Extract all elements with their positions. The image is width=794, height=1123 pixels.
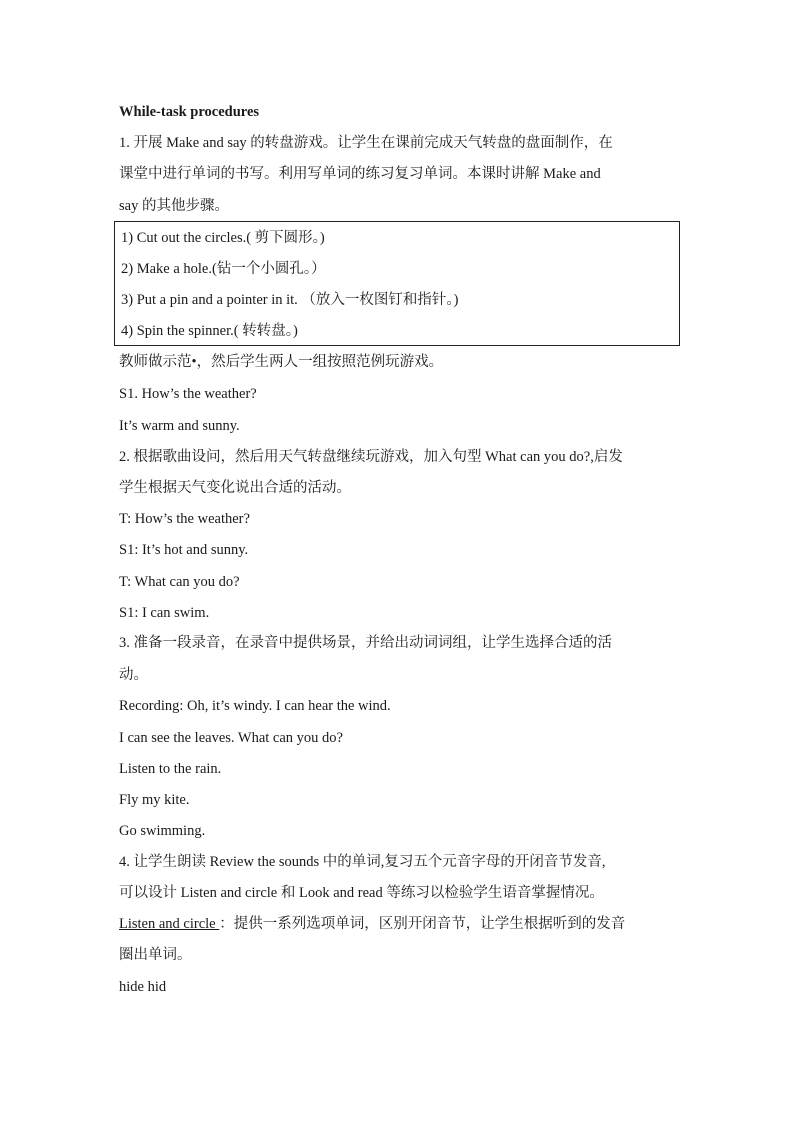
recording-line5: Go swimming. xyxy=(119,823,206,839)
para1-line3: say 的其他步骤。 xyxy=(119,198,229,214)
dialog2-line3: T: What can you do? xyxy=(119,574,240,590)
para4-line3 xyxy=(119,914,625,934)
para1-line2: 课堂中进行单词的书写。利用写单词的练习复习单词。本课时讲解 Make and xyxy=(119,166,601,182)
recording-line4: Fly my kite. xyxy=(119,792,190,808)
steps-box xyxy=(114,221,680,346)
para1-line1: 1. 开展 Make and say 的转盘游戏。让学生在课前完成天气转盘的盘面制作，在 xyxy=(119,135,613,151)
para4-line3-rest: ：提供一系列选项单词，区别开闭音节，让学生根据听到的发音 xyxy=(219,916,626,932)
para2-line1: 2. 根据歌曲设问，然后用天气转盘继续玩游戏，加入句型 What can you do?,启发 xyxy=(119,449,623,465)
para4-line2: 可以设计 Listen and circle 和 Look and read 等练习以检验学生语音掌握情况。 xyxy=(119,885,604,901)
box-step-2: 2) Make a hole.(钻一个小圆孔。） xyxy=(121,261,326,277)
para3-line1: 3. 准备一段录音，在录音中提供场景，并给出动词词组，让学生选择合适的活 xyxy=(119,635,612,651)
box-step-3: 3) Put a pin and a pointer in it. （放入一枚图钉和指针。) xyxy=(121,292,459,308)
listen-and-circle-label: Listen and circle xyxy=(119,916,220,932)
recording-line2: I can see the leaves. What can you do? xyxy=(119,730,343,746)
recording-line3: Listen to the rain. xyxy=(119,761,222,777)
box-step-1: 1) Cut out the circles.( 剪下圆形。) xyxy=(121,230,325,246)
recording-line1: Recording: Oh, it’s windy. I can hear the wind. xyxy=(119,698,391,714)
dialog2-line4: S1: I can swim. xyxy=(119,605,210,621)
para3-line2: 动。 xyxy=(119,667,148,683)
dialog1-answer: It’s warm and sunny. xyxy=(119,418,240,434)
after-box-text: 教师做示范•，然后学生两人一组按照范例玩游戏。 xyxy=(119,354,444,370)
dialog1-question: S1. How’s the weather? xyxy=(119,386,257,402)
para4-line4: 圈出单词。 xyxy=(119,947,192,963)
dialog2-line2: S1: It’s hot and sunny. xyxy=(119,542,249,558)
para4-line1: 4. 让学生朗读 Review the sounds 中的单词,复习五个元音字母的开闭音节发音, xyxy=(119,854,606,870)
para2-line2: 学生根据天气变化说出合适的活动。 xyxy=(119,480,351,496)
box-step-4: 4) Spin the spinner.( 转转盘。) xyxy=(121,323,298,339)
word-pair: hide hid xyxy=(119,979,167,995)
section-heading: While-task procedures xyxy=(119,104,260,120)
dialog2-line1: T: How’s the weather? xyxy=(119,511,250,527)
